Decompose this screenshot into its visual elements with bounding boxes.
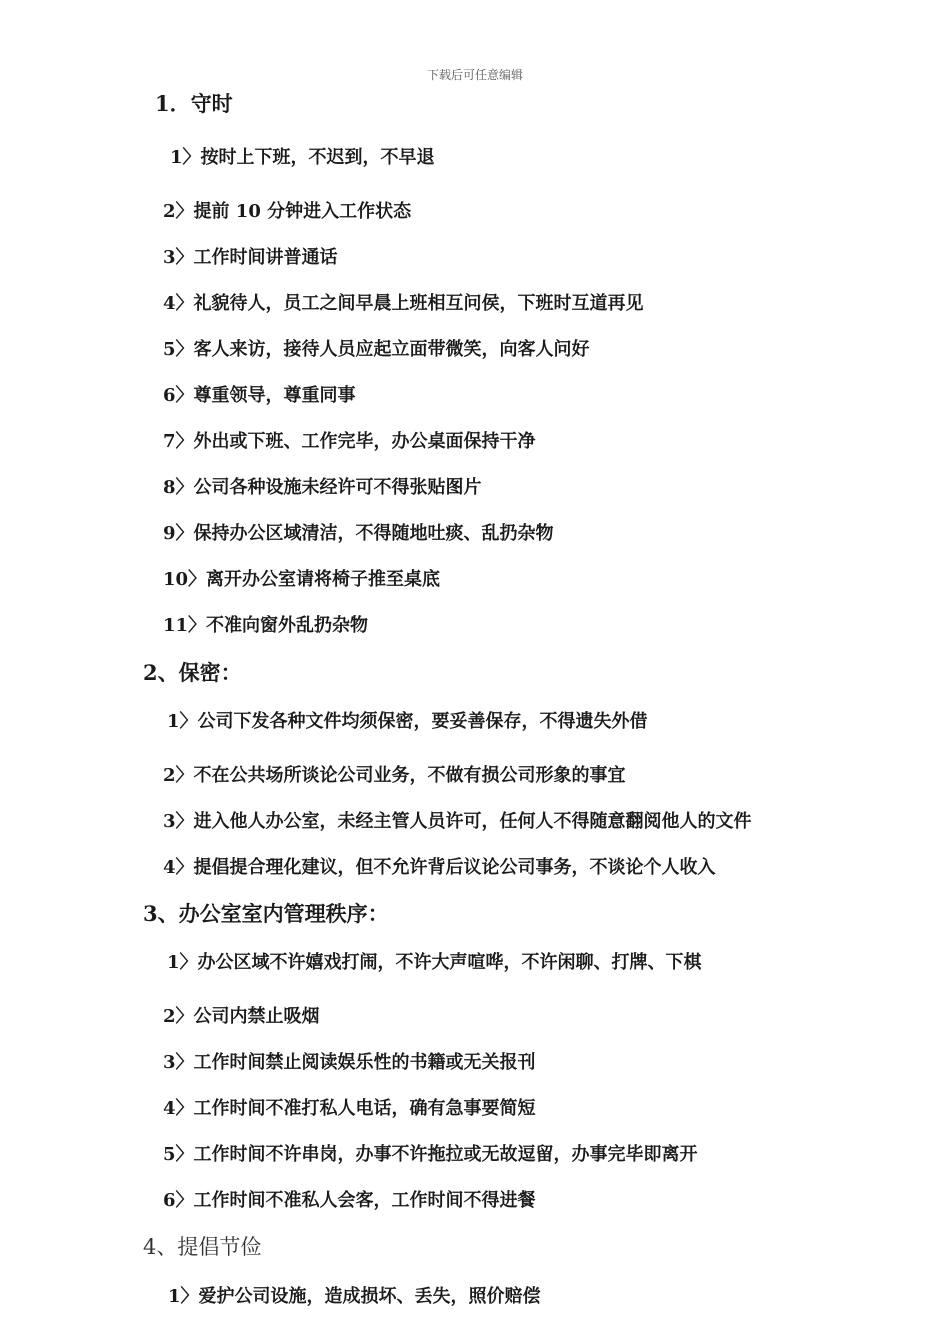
list-item: 7〉外出或下班、工作完毕，办公桌面保持干净 — [163, 431, 536, 452]
list-item: 9〉保持办公区域清洁，不得随地吐痰、乱扔杂物 — [163, 523, 554, 544]
list-item: 2〉不在公共场所谈论公司业务，不做有损公司形象的事宜 — [163, 765, 626, 786]
list-item: 3〉工作时间禁止阅读娱乐性的书籍或无关报刊 — [163, 1052, 536, 1073]
list-item: 8〉公司各种设施未经许可不得张贴图片 — [163, 477, 482, 498]
list-item: 2〉公司内禁止吸烟 — [163, 1006, 320, 1027]
section-title-office-order: 3、办公室室内管理秩序： — [143, 901, 389, 926]
section-title-thrift: 4、提倡节俭 — [143, 1235, 262, 1259]
section-title-punctuality: 1．守时 — [155, 91, 233, 116]
list-item: 1〉爱护公司设施，造成损坏、丢失，照价赔偿 — [168, 1286, 541, 1307]
section-title-confidentiality: 2、保密： — [143, 660, 242, 685]
list-item: 1〉按时上下班，不迟到，不早退 — [170, 147, 435, 168]
list-item: 4〉礼貌待人，员工之间早晨上班相互问侯，下班时互道再见 — [163, 293, 644, 314]
list-item: 10〉离开办公室请将椅子推至桌底 — [163, 569, 441, 590]
list-item: 1〉办公区域不许嬉戏打闹，不许大声喧哗，不许闲聊、打牌、下棋 — [167, 952, 702, 973]
list-item: 5〉工作时间不许串岗，办事不许拖拉或无故逗留，办事完毕即离开 — [163, 1144, 698, 1165]
list-item: 6〉尊重领导，尊重同事 — [163, 385, 356, 406]
list-item: 4〉提倡提合理化建议，但不允许背后议论公司事务，不谈论个人收入 — [163, 857, 716, 878]
list-item: 1〉公司下发各种文件均须保密，要妥善保存，不得遗失外借 — [167, 711, 648, 732]
list-item: 11〉不准向窗外乱扔杂物 — [163, 615, 369, 636]
header-note: 下载后可任意编辑 — [426, 68, 523, 82]
list-item: 4〉工作时间不准打私人电话，确有急事要简短 — [163, 1098, 536, 1119]
list-item: 6〉工作时间不准私人会客，工作时间不得进餐 — [163, 1190, 536, 1211]
list-item: 2〉提前 10 分钟进入工作状态 — [163, 201, 412, 222]
list-item: 5〉客人来访，接待人员应起立面带微笑，向客人问好 — [163, 339, 590, 360]
list-item: 3〉进入他人办公室，未经主管人员许可，任何人不得随意翻阅他人的文件 — [163, 811, 752, 832]
list-item: 3〉工作时间讲普通话 — [163, 247, 338, 268]
